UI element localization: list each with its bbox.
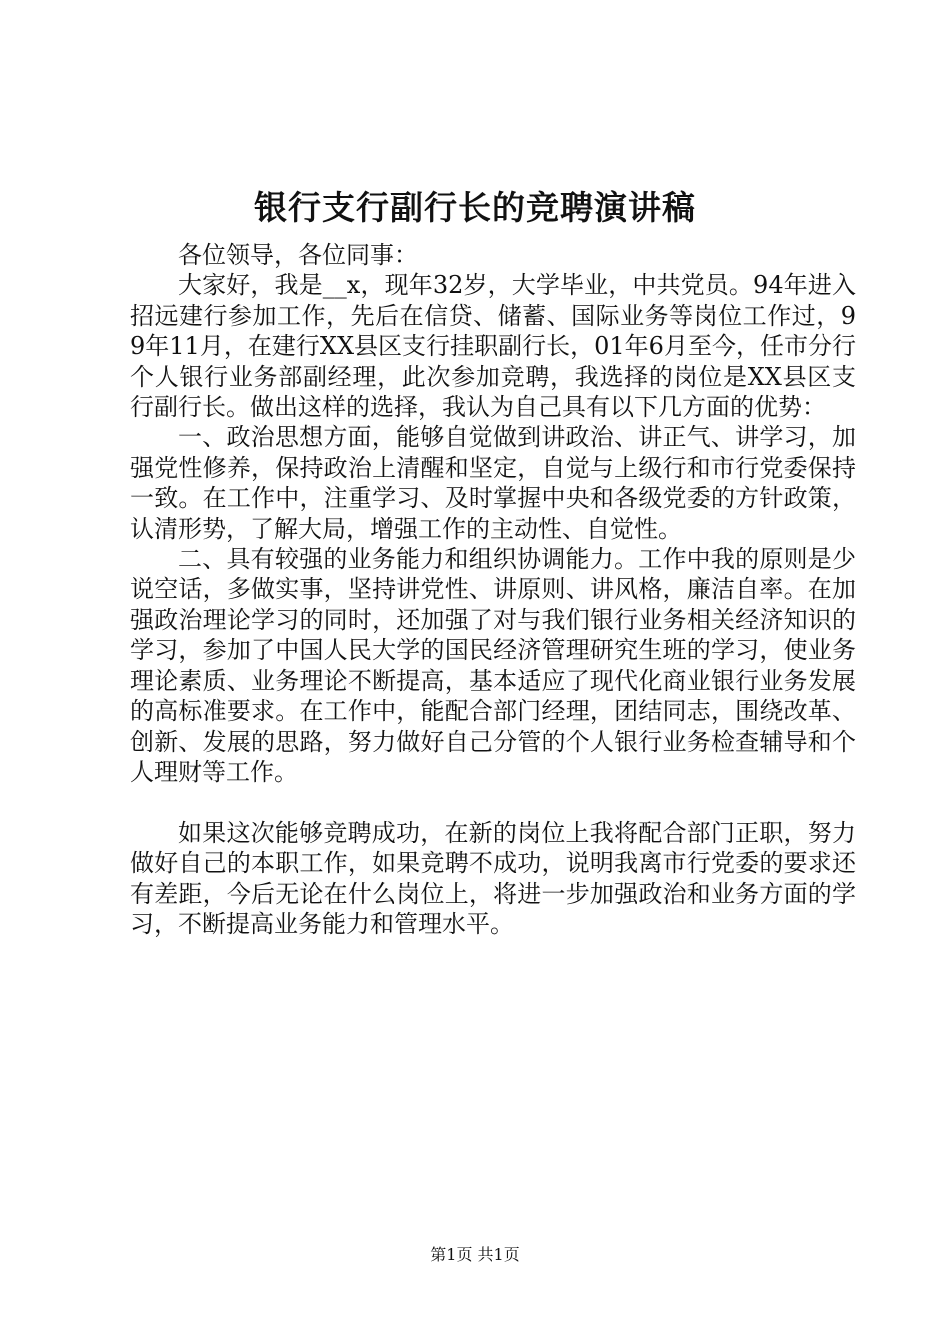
closing-paragraph: 如果这次能够竞聘成功，在新的岗位上我将配合部门正职，努力做好自己的本职工作，如果竞聘不成功，说明我离市行党委的要求还有差距，今后无论在什么岗位上，将进一步加强政治和业务方面的学习，不断提高业务能力和管理水平。 <box>130 818 856 938</box>
page-number-footer: 第1页 共1页 <box>430 1245 520 1264</box>
paragraph-gap <box>130 787 856 817</box>
introduction-paragraph: 大家好，我是__x，现年32岁，大学毕业，中共党员。94年进入招远建行参加工作，先后在信贷、储蓄、国际业务等岗位工作过，99年11月，在建行XX县区支行挂职副行长，01年6月至今，任市分行个人银行业务部副经理，此次参加竞聘，我选择的岗位是XX县区支行副行长。做出这样的选择，我认为自己具有以下几方面的优势： <box>130 271 856 422</box>
salutation-paragraph: 各位领导，各位同事： <box>178 241 418 269</box>
document-title: 银行支行副行长的竞聘演讲稿 <box>254 188 696 227</box>
document-body <box>130 240 856 939</box>
political-strength-paragraph: 一、政治思想方面，能够自觉做到讲政治、讲正气、讲学习，加强党性修养，保持政治上清醒和坚定，自觉与上级行和市行党委保持一致。在工作中，注重学习、及时掌握中央和各级党委的方针政策，认清形势，了解大局，增强工作的主动性、自觉性。 <box>130 423 856 543</box>
business-ability-paragraph: 二、具有较强的业务能力和组织协调能力。工作中我的原则是少说空话，多做实事，坚持讲党性、讲原则、讲风格，廉洁自率。在加强政治理论学习的同时，还加强了对与我们银行业务相关经济知识的学习，参加了中国人民大学的国民经济管理研究生班的学习，使业务理论素质、业务理论不断提高，基本适应了现代化商业银行业务发展的高标准要求。在工作中，能配合部门经理，团结同志，围绕改革、创新、发展的思路，努力做好自己分管的个人银行业务检查辅导和个人理财等工作。 <box>130 545 856 786</box>
